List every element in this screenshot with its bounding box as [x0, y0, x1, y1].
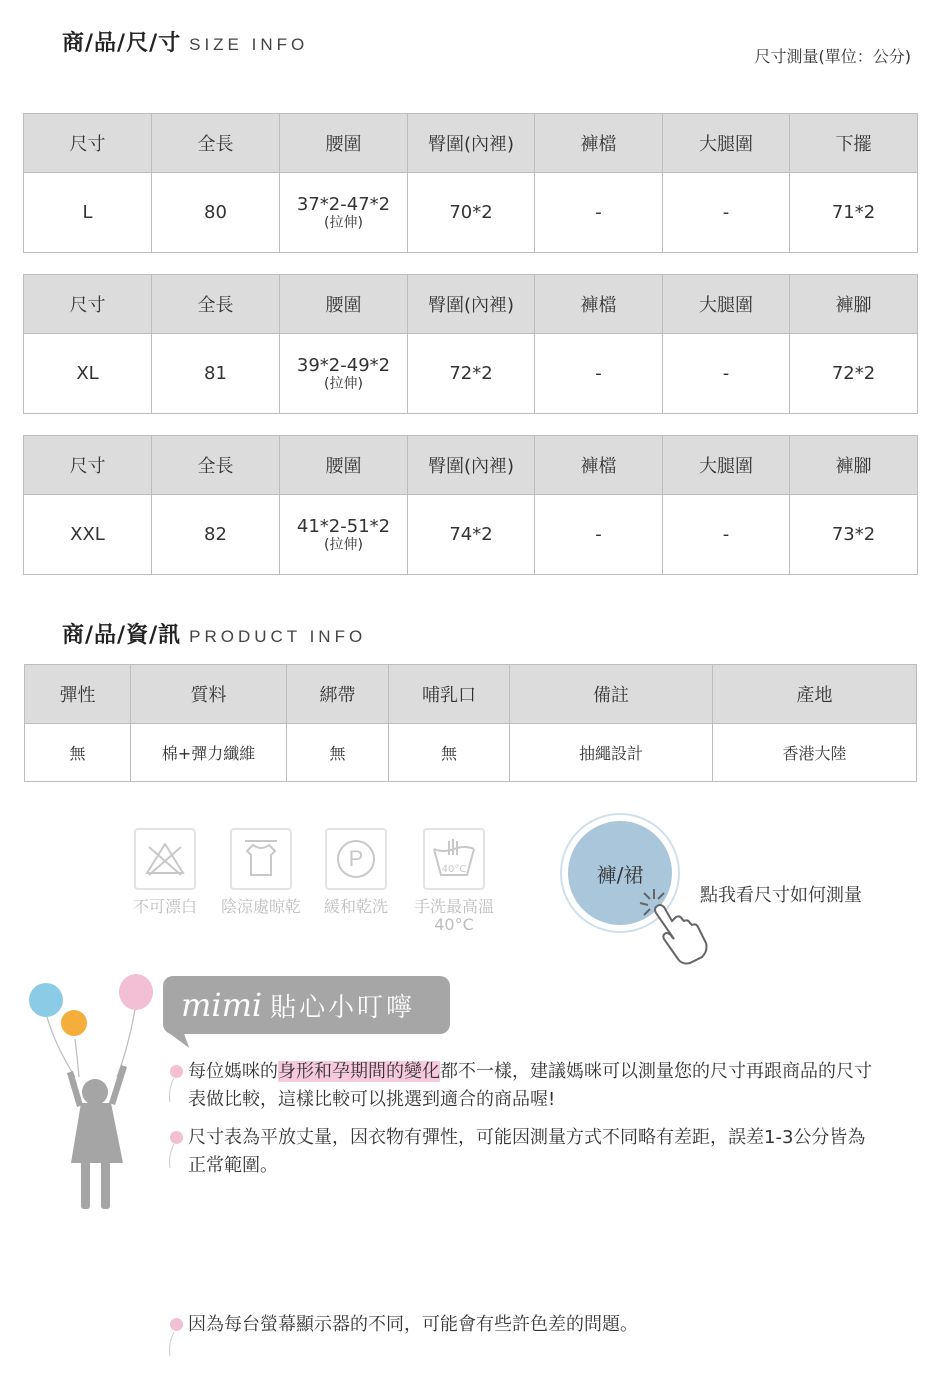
- balloon-girl-illustration: [25, 965, 185, 1225]
- size-subtitle: SIZE INFO: [189, 35, 309, 54]
- header-cuff: 褲腳: [790, 436, 918, 495]
- header-length: 全長: [152, 114, 280, 173]
- header-thigh: 大腿圍: [663, 275, 790, 334]
- measure-link[interactable]: [560, 813, 900, 973]
- cell-size: XL: [24, 334, 152, 414]
- cell-crotch: -: [535, 495, 663, 575]
- cell-crotch: -: [535, 173, 663, 253]
- header-hip: 臀圍(內裡): [408, 436, 535, 495]
- care-shade-dry: [221, 828, 301, 916]
- cell-nursing: 無: [389, 724, 510, 782]
- care-label-temp: 40°C: [434, 915, 474, 934]
- waist-note: (拉伸): [324, 215, 363, 231]
- tip2-line2: 正常範圍。: [188, 1155, 278, 1176]
- cell-origin: 香港大陸: [713, 724, 917, 782]
- header-hip: 臀圍(內裡): [408, 275, 535, 334]
- cell-cuff: 73*2: [790, 495, 918, 575]
- cell-size: XXL: [24, 495, 152, 575]
- tip-thread-lines: [164, 1070, 184, 1390]
- tip-text: [188, 1124, 910, 1180]
- header-length: 全長: [152, 275, 280, 334]
- cell-thigh: -: [663, 334, 790, 414]
- waist-note: (拉伸): [324, 376, 363, 392]
- table-row: [25, 724, 917, 782]
- tip1-pre: 每位媽咪的: [188, 1061, 278, 1082]
- care-label: 手洗最高溫: [414, 897, 495, 916]
- care-hand-wash: [414, 828, 494, 934]
- table-row: [24, 173, 918, 253]
- product-section-title: [62, 618, 366, 649]
- header-hem: 下擺: [790, 114, 918, 173]
- header-elasticity: 彈性: [25, 665, 131, 724]
- cell-length: 80: [152, 173, 280, 253]
- cell-waist: [280, 173, 408, 253]
- waist-note: (拉伸): [324, 537, 363, 553]
- cell-length: 82: [152, 495, 280, 575]
- size-table-xl: [23, 274, 918, 414]
- header-waist: 腰圍: [280, 114, 408, 173]
- tip1-highlight: 身形和孕期間的變化: [278, 1061, 440, 1082]
- balloon-pink: [119, 974, 153, 1010]
- tip-2: [170, 1124, 910, 1180]
- header-waist: 腰圍: [280, 436, 408, 495]
- wash-temp-glyph: 40°C: [441, 864, 467, 875]
- cell-hem: 71*2: [790, 173, 918, 253]
- size-section-title: [62, 26, 308, 57]
- cell-waist: [280, 334, 408, 414]
- cell-length: 81: [152, 334, 280, 414]
- tips-banner: [163, 976, 450, 1034]
- header-cuff: 褲腳: [790, 275, 918, 334]
- size-table-l: [23, 113, 918, 253]
- header-crotch: 褲檔: [535, 436, 663, 495]
- header-thigh: 大腿圍: [663, 114, 790, 173]
- cell-thigh: -: [663, 495, 790, 575]
- care-label: 陰涼處晾乾: [221, 897, 302, 916]
- table-header-row: [24, 436, 918, 495]
- tip2-line1: 尺寸表為平放丈量，因衣物有彈性，可能因測量方式不同略有差距，誤差1-3公分皆為: [188, 1127, 866, 1148]
- tip-1: [170, 1058, 910, 1114]
- size-title: 商/品/尺/寸: [62, 31, 182, 56]
- tip1-post: 都不一樣，建議媽咪可以測量您的尺寸再跟商品的尺寸: [440, 1061, 872, 1082]
- measure-circle-label: 褲/裙: [596, 862, 644, 887]
- size-table-xxl: [23, 435, 918, 575]
- table-row: [24, 495, 918, 575]
- cell-strap: 無: [287, 724, 389, 782]
- care-gentle-dry-clean: [316, 828, 396, 916]
- table-row: [24, 334, 918, 414]
- unit-note: 尺寸測量(單位：公分): [754, 47, 911, 66]
- product-table: [24, 664, 917, 782]
- table-header-row: [24, 275, 918, 334]
- tip-text: [188, 1058, 910, 1114]
- tip-3: [170, 1311, 910, 1339]
- measure-link-text[interactable]: 點我看尺寸如何測量: [700, 885, 862, 906]
- header-remarks: 備註: [510, 665, 713, 724]
- care-label: 不可漂白: [132, 897, 197, 916]
- header-crotch: 褲檔: [535, 275, 663, 334]
- table-header-row: [24, 114, 918, 173]
- dry-clean-glyph: P: [337, 840, 375, 878]
- hand-wash-icon: [423, 828, 485, 890]
- table-header-row: [25, 665, 917, 724]
- header-nursing: 哺乳口: [389, 665, 510, 724]
- care-label: 緩和乾洗: [323, 897, 388, 916]
- tip1-line2: 表做比較，這樣比較可以挑選到適合的商品喔!: [188, 1089, 556, 1110]
- waist-value: 39*2-49*2: [296, 355, 391, 376]
- waist-value: 37*2-47*2: [296, 194, 391, 215]
- product-title: 商/品/資/訊: [62, 623, 182, 648]
- header-size: 尺寸: [24, 436, 152, 495]
- header-size: 尺寸: [24, 114, 152, 173]
- header-strap: 綁帶: [287, 665, 389, 724]
- header-waist: 腰圍: [280, 275, 408, 334]
- cell-hip: 72*2: [408, 334, 535, 414]
- header-thigh: 大腿圍: [663, 436, 790, 495]
- cell-remarks: 抽繩設計: [510, 724, 713, 782]
- balloon-blue: [29, 983, 63, 1017]
- header-material: 質料: [131, 665, 287, 724]
- header-length: 全長: [152, 436, 280, 495]
- waist-value: 41*2-51*2: [296, 516, 391, 537]
- cell-material: 棉+彈力纖維: [131, 724, 287, 782]
- banner-title: 貼心小叮嚀: [270, 992, 416, 1023]
- no-bleach-icon: [134, 828, 196, 890]
- banner-script: mimi: [181, 986, 263, 1024]
- header-origin: 產地: [713, 665, 917, 724]
- gentle-dry-clean-icon: [325, 828, 387, 890]
- cell-waist: [280, 495, 408, 575]
- care-no-bleach: [125, 828, 205, 916]
- header-size: 尺寸: [24, 275, 152, 334]
- cell-hip: 74*2: [408, 495, 535, 575]
- header-crotch: 褲檔: [535, 114, 663, 173]
- shade-dry-icon: [230, 828, 292, 890]
- cell-thigh: -: [663, 173, 790, 253]
- tip3-text: 因為每台螢幕顯示器的不同，可能會有些許色差的問題。: [188, 1314, 638, 1335]
- cell-cuff: 72*2: [790, 334, 918, 414]
- cell-size: L: [24, 173, 152, 253]
- header-hip: 臀圍(內裡): [408, 114, 535, 173]
- balloon-orange: [61, 1010, 87, 1036]
- product-subtitle: PRODUCT INFO: [189, 627, 367, 646]
- cell-hip: 70*2: [408, 173, 535, 253]
- cell-crotch: -: [535, 334, 663, 414]
- cell-elasticity: 無: [25, 724, 131, 782]
